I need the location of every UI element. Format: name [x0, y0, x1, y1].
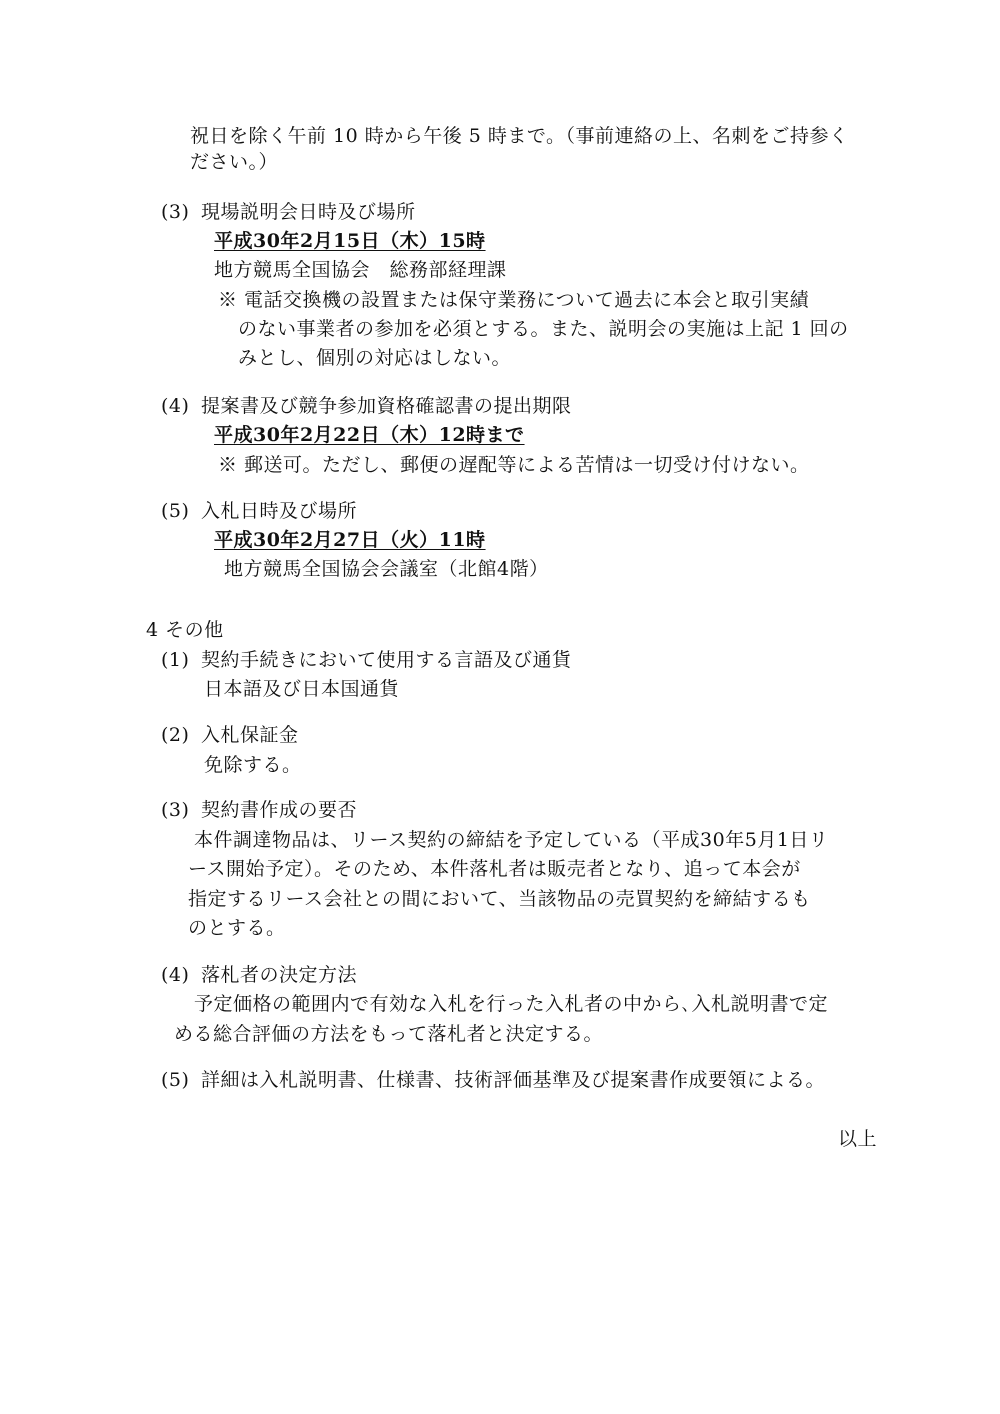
- section-4-3-body-line-1: 本件調達物品は、リース契約の締結を予定している（平成30年5月1日リ: [194, 829, 829, 851]
- section-4-3-body-line-2: ース開始予定）。そのため、本件落札者は販売者となり、追って本会が: [188, 858, 801, 880]
- section-4-3-body-line-3: 指定するリース会社との間において、当該物品の売買契約を締結するも: [188, 888, 811, 910]
- item-number: (2): [161, 724, 190, 746]
- section-4-2-heading: [161, 723, 299, 747]
- section-3-5-heading: [161, 499, 357, 523]
- item-number: (3): [161, 201, 190, 223]
- bid-datetime: 平成30年2月27日（火）11時: [214, 529, 486, 551]
- section-4-1-body: 日本語及び日本国通貨: [204, 678, 400, 700]
- briefing-datetime: 平成30年2月15日（木）15時: [214, 230, 486, 252]
- item-heading: 契約書作成の要否: [201, 799, 358, 821]
- bid-place: 地方競馬全国協会会議室（北館4階）: [224, 558, 549, 580]
- section-4-4-body-line-2: める総合評価の方法をもって落札者と決定する。: [174, 1023, 604, 1045]
- section-4-title: 4 その他: [146, 619, 224, 641]
- item-heading: 提案書及び競争参加資格確認書の提出期限: [201, 395, 572, 417]
- submission-note: ※ 郵送可。ただし、郵便の遅配等による苦情は一切受け付けない。: [218, 454, 810, 476]
- continuation-line-2: ださい。）: [190, 151, 279, 173]
- item-number: (1): [161, 649, 190, 671]
- continuation-line-1: 祝日を除く午前 10 時から午後 5 時まで。（事前連絡の上、名刺をご持参く: [190, 125, 849, 147]
- section-4-5-item: [161, 1068, 825, 1092]
- item-heading: 詳細は入札説明書、仕様書、技術評価基準及び提案書作成要領による。: [201, 1069, 826, 1091]
- section-4-4-heading: [161, 963, 357, 987]
- section-3-3-heading: [161, 200, 416, 224]
- item-heading: 現場説明会日時及び場所: [201, 201, 416, 223]
- item-heading: 入札保証金: [201, 724, 299, 746]
- briefing-note-line-2: のない事業者の参加を必須とする。また、説明会の実施は上記 1 回の: [238, 318, 849, 340]
- item-heading: 落札者の決定方法: [201, 964, 358, 986]
- briefing-note-line-3: みとし、個別の対応はしない。: [238, 347, 512, 369]
- item-heading: 契約手続きにおいて使用する言語及び通貨: [201, 649, 572, 671]
- briefing-note-line-1: ※ 電話交換機の設置または保守業務について過去に本会と取引実績: [218, 289, 810, 311]
- submission-deadline: 平成30年2月22日（木）12時まで: [214, 424, 525, 446]
- section-4-2-body: 免除する。: [204, 754, 302, 776]
- section-3-4-heading: [161, 394, 572, 418]
- section-4-3-heading: [161, 798, 357, 822]
- briefing-place: 地方競馬全国協会 総務部経理課: [214, 259, 507, 281]
- closing-mark: 以上: [838, 1128, 878, 1150]
- section-4-3-body-line-4: のとする。: [188, 917, 286, 939]
- item-number: (5): [161, 500, 190, 522]
- item-heading: 入札日時及び場所: [201, 500, 358, 522]
- item-number: (3): [161, 799, 190, 821]
- item-number: (4): [161, 964, 190, 986]
- section-4-4-body-line-1: 予定価格の範囲内で有効な入札を行った入札者の中から､入札説明書で定: [194, 993, 829, 1015]
- section-4-1-heading: [161, 648, 572, 672]
- item-number: (5): [161, 1069, 190, 1091]
- item-number: (4): [161, 395, 190, 417]
